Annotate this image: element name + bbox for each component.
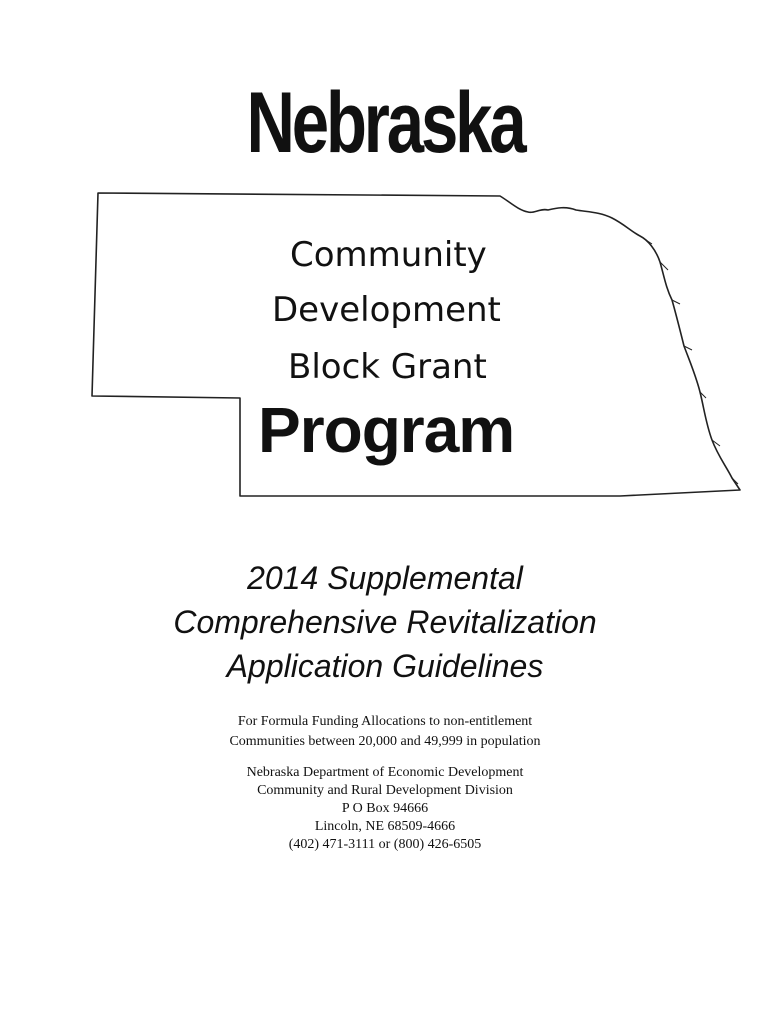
contact-line-2: Community and Rural Development Division xyxy=(257,783,513,798)
subtitle-line-2: Comprehensive Revitalization xyxy=(173,604,597,640)
state-title: Nebraska xyxy=(246,75,524,171)
subtitle-line-3: Application Guidelines xyxy=(226,648,544,684)
program-heading: Program xyxy=(258,394,515,466)
map-label-line-2: Development xyxy=(272,290,501,330)
subtitle-line-1: 2014 Supplemental xyxy=(247,560,523,596)
contact-line-5: (402) 471-3111 or (800) 426-6505 xyxy=(288,837,482,852)
description-line-1: For Formula Funding Allocations to non-entitlement xyxy=(237,714,533,729)
contact-line-4: Lincoln, NE 68509-4666 xyxy=(314,819,456,834)
map-label-line-3: Block Grant xyxy=(288,347,487,387)
description-line-2: Communities between 20,000 and 49,999 in population xyxy=(229,734,541,749)
contact-line-1: Nebraska Department of Economic Development xyxy=(246,765,524,780)
map-label-line-1: Community xyxy=(290,235,487,275)
contact-line-3: P O Box 94666 xyxy=(341,801,429,816)
